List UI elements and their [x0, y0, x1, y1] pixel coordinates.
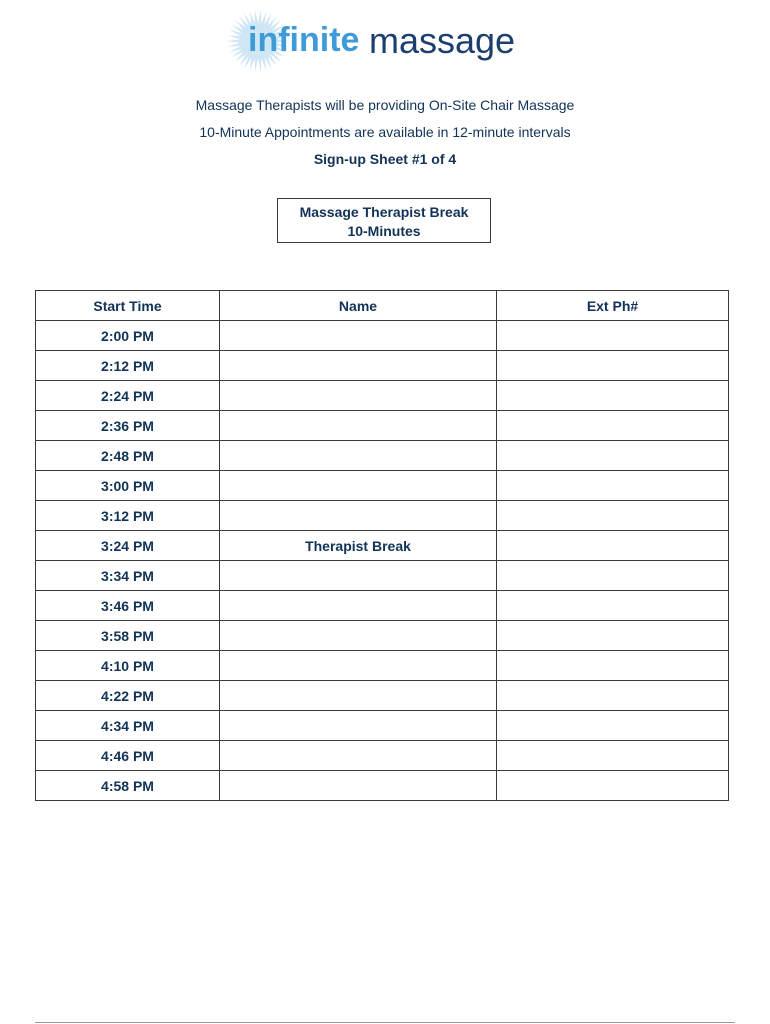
signup-table [35, 290, 729, 801]
slot-ext-cell[interactable] [497, 741, 729, 771]
slot-ext-cell[interactable] [497, 771, 729, 801]
table-row [36, 621, 729, 651]
slot-name-cell[interactable] [220, 381, 497, 411]
slot-start-time: 2:12 PM [36, 351, 220, 381]
therapist-break-box [277, 198, 491, 243]
table-row [36, 321, 729, 351]
slot-ext-cell[interactable] [497, 471, 729, 501]
slot-name-cell[interactable] [220, 771, 497, 801]
slot-start-time: 3:00 PM [36, 471, 220, 501]
slot-ext-cell[interactable] [497, 621, 729, 651]
slot-name-cell[interactable] [220, 651, 497, 681]
table-row [36, 381, 729, 411]
slot-name-cell[interactable] [220, 351, 497, 381]
slot-start-time: 2:48 PM [36, 441, 220, 471]
infinite-massage-logo [226, 8, 516, 74]
slot-start-time: 2:36 PM [36, 411, 220, 441]
slot-ext-cell[interactable] [497, 321, 729, 351]
signup-sheet-title: Sign-up Sheet #1 of 4 [313, 151, 457, 167]
slot-start-time: 4:10 PM [36, 651, 220, 681]
logo-word-infinite: infinite [248, 21, 360, 59]
break-box-title: Massage Therapist Break [299, 204, 469, 220]
slot-ext-cell[interactable] [497, 681, 729, 711]
slot-name-cell[interactable] [220, 621, 497, 651]
slot-start-time: 4:46 PM [36, 741, 220, 771]
slot-ext-cell[interactable] [497, 711, 729, 741]
logo-word-massage: massage [369, 20, 516, 61]
slot-name-cell[interactable] [220, 321, 497, 351]
table-row [36, 771, 729, 801]
slot-ext-cell[interactable] [497, 381, 729, 411]
slot-ext-cell[interactable] [497, 351, 729, 381]
slot-start-time: 2:00 PM [36, 321, 220, 351]
slot-name-cell[interactable] [220, 681, 497, 711]
slot-ext-cell[interactable] [497, 531, 729, 561]
bottom-divider [35, 1022, 735, 1023]
header-ext-phone: Ext Ph# [497, 291, 729, 321]
table-row [36, 561, 729, 591]
slot-name-cell[interactable] [220, 411, 497, 441]
table-row [36, 411, 729, 441]
slot-start-time: 3:34 PM [36, 561, 220, 591]
table-row [36, 651, 729, 681]
slot-name-cell[interactable]: Therapist Break [220, 531, 497, 561]
slot-name-cell[interactable] [220, 441, 497, 471]
slot-start-time: 4:58 PM [36, 771, 220, 801]
slot-name-cell[interactable] [220, 741, 497, 771]
table-row [36, 351, 729, 381]
table-row [36, 591, 729, 621]
table-row [36, 711, 729, 741]
slot-name-cell[interactable] [220, 471, 497, 501]
slot-ext-cell[interactable] [497, 561, 729, 591]
slot-name-cell[interactable] [220, 501, 497, 531]
table-row [36, 501, 729, 531]
header-name: Name [220, 291, 497, 321]
intro-line-1: Massage Therapists will be providing On-Site Chair Massage [195, 97, 575, 113]
slot-start-time: 3:12 PM [36, 501, 220, 531]
slot-ext-cell[interactable] [497, 591, 729, 621]
slot-name-cell[interactable] [220, 711, 497, 741]
slot-start-time: 3:24 PM [36, 531, 220, 561]
table-row [36, 531, 729, 561]
table-row [36, 441, 729, 471]
table-header-row [36, 291, 729, 321]
break-box-duration: 10-Minutes [347, 223, 421, 239]
table-row [36, 741, 729, 771]
slot-start-time: 4:22 PM [36, 681, 220, 711]
slot-ext-cell[interactable] [497, 501, 729, 531]
slot-ext-cell[interactable] [497, 441, 729, 471]
header-start-time: Start Time [36, 291, 220, 321]
slot-start-time: 3:58 PM [36, 621, 220, 651]
slot-ext-cell[interactable] [497, 651, 729, 681]
slot-start-time: 3:46 PM [36, 591, 220, 621]
slot-name-cell[interactable] [220, 561, 497, 591]
logo-graphic [226, 8, 516, 74]
slot-name-cell[interactable] [220, 591, 497, 621]
intro-line-2: 10-Minute Appointments are available in 12-minute intervals [199, 124, 571, 140]
table-row [36, 471, 729, 501]
slot-ext-cell[interactable] [497, 411, 729, 441]
slot-start-time: 4:34 PM [36, 711, 220, 741]
table-row [36, 681, 729, 711]
slot-start-time: 2:24 PM [36, 381, 220, 411]
